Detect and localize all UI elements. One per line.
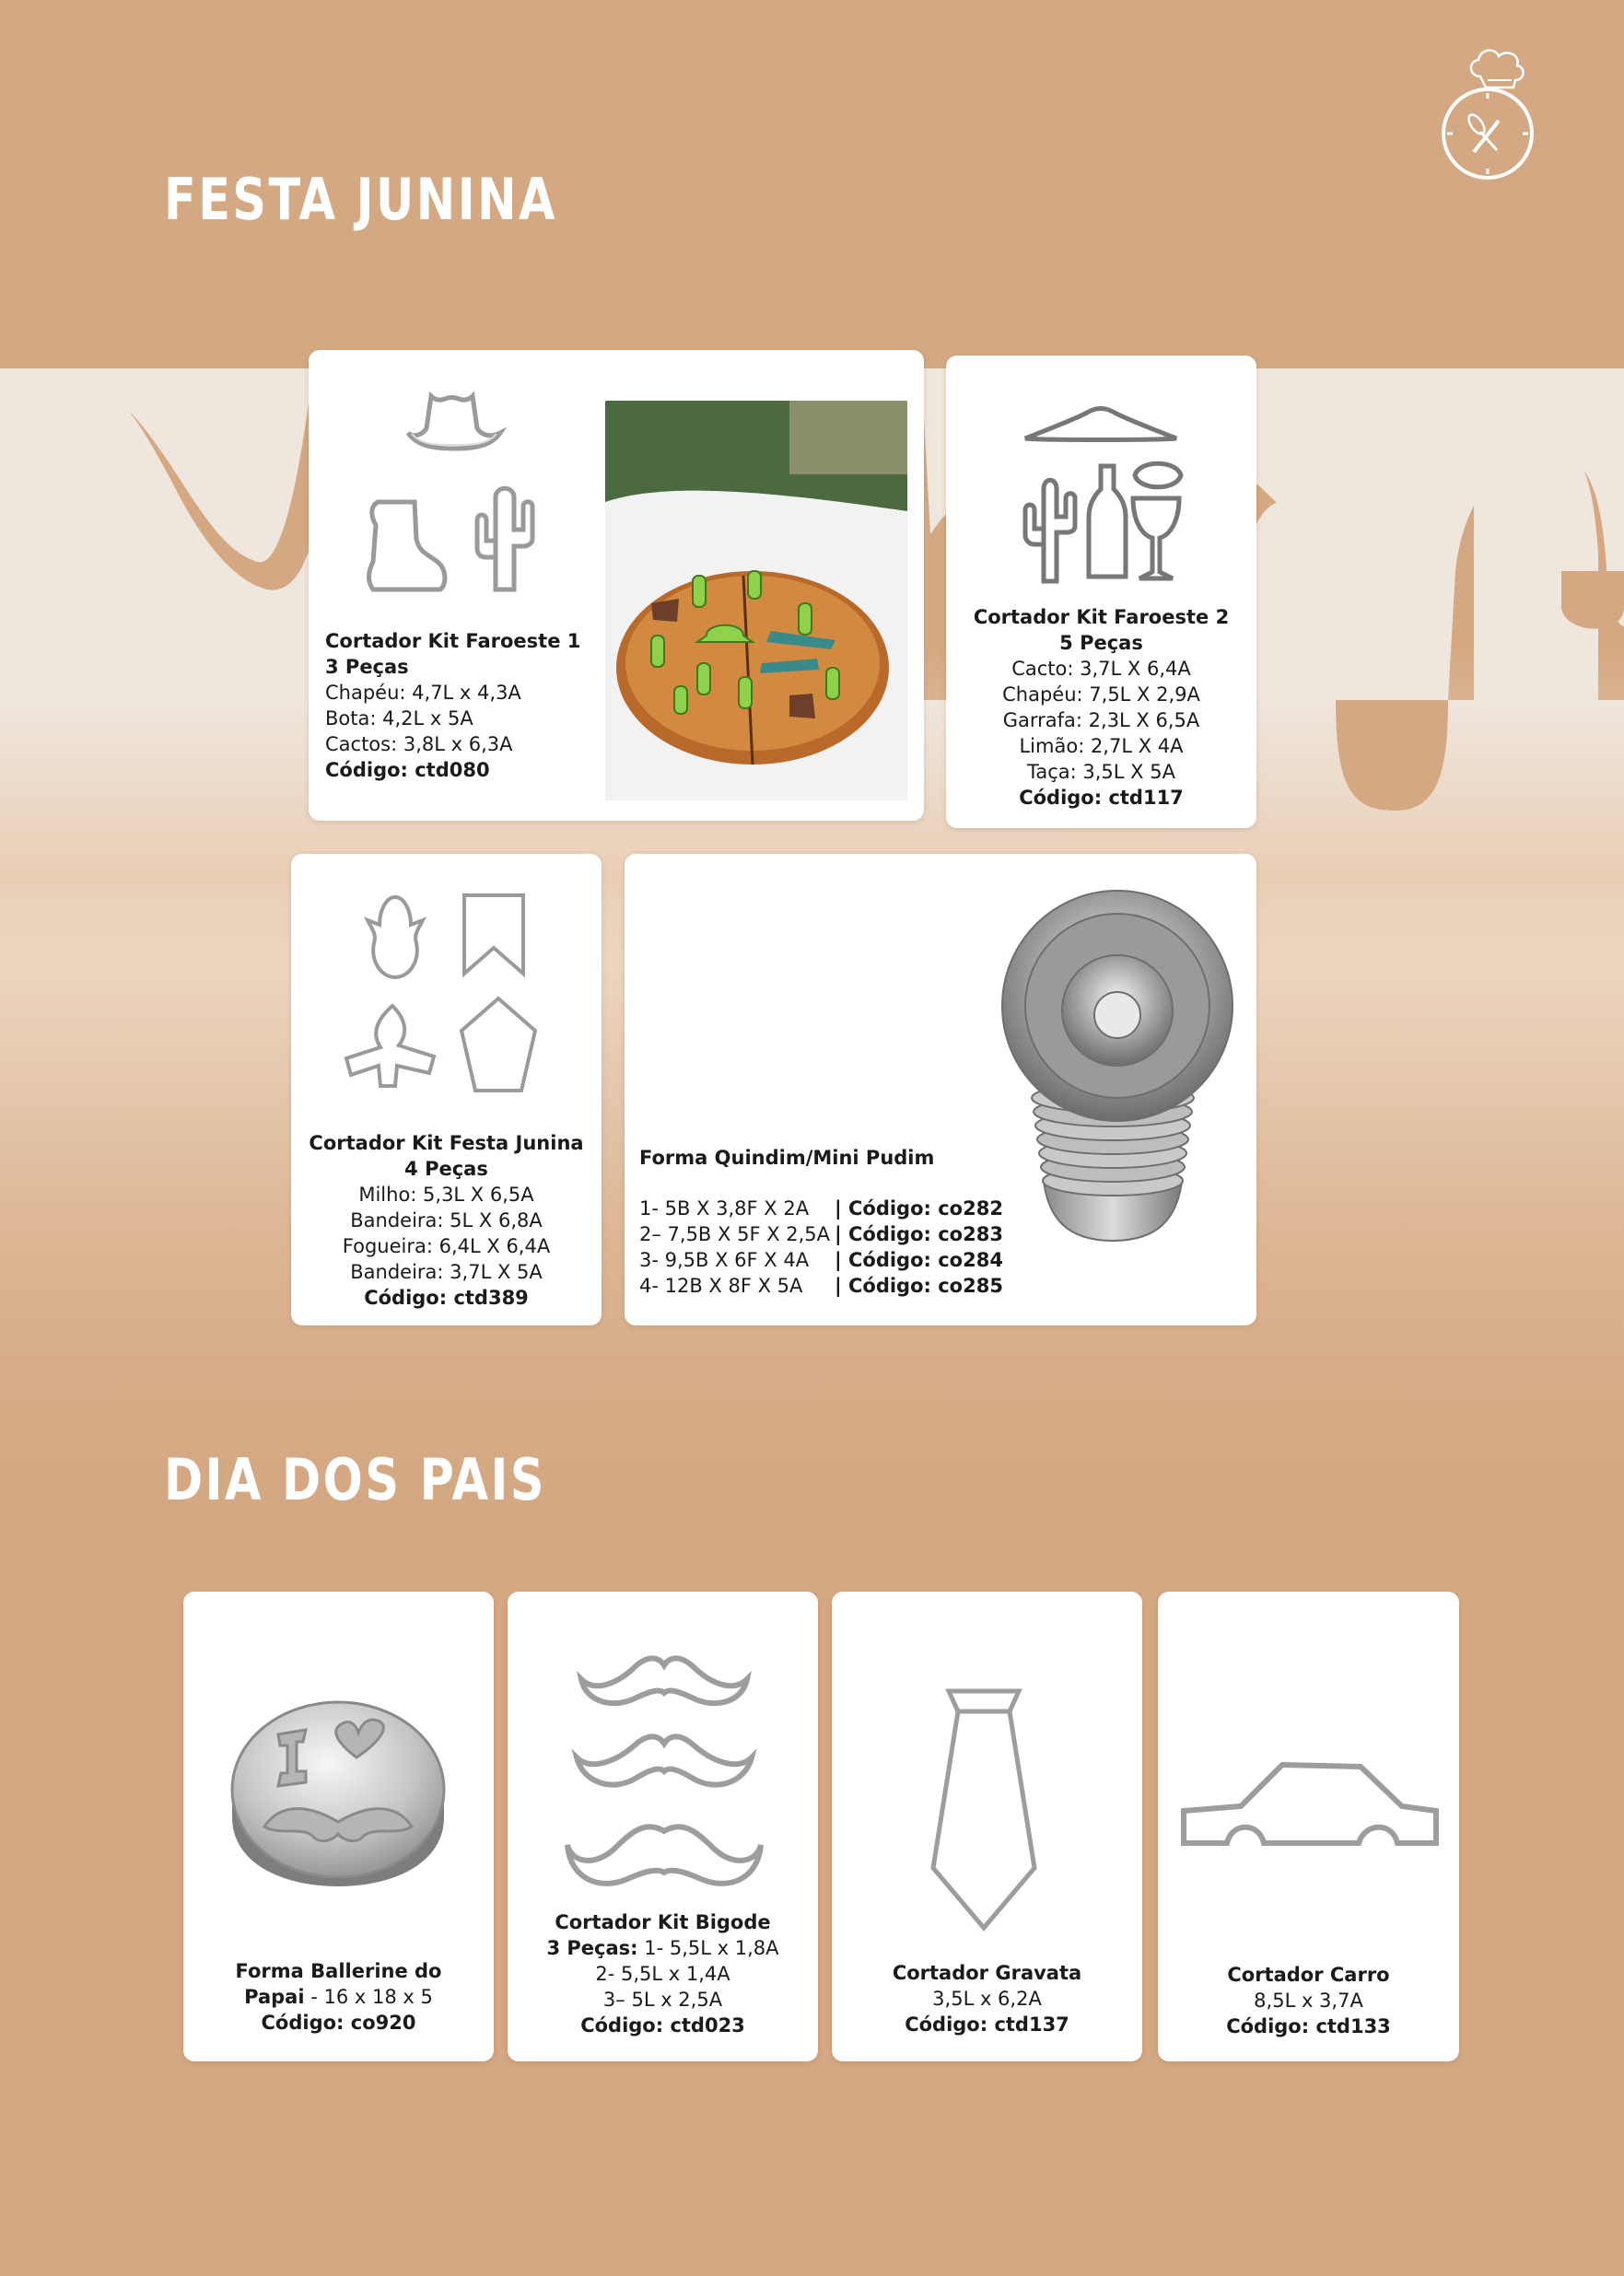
product-card-gravata[interactable] xyxy=(832,1592,1142,2061)
product-pieces: 3 Peças xyxy=(325,656,409,678)
hat-cutter-icon xyxy=(399,391,509,484)
product-name: Cortador Gravata xyxy=(892,1962,1082,1984)
lime-cutter-icon xyxy=(1130,452,1186,498)
product-code: Código: ctd117 xyxy=(1019,787,1184,809)
product-card-faroeste-2[interactable] xyxy=(946,356,1256,828)
product-code: Código: ctd133 xyxy=(1226,2015,1391,2037)
sombrero-cutter-icon xyxy=(1018,403,1184,449)
product-name: Cortador Carro xyxy=(1227,1964,1390,1986)
product-spec: 1- 5,5L x 1,8A xyxy=(637,1937,779,1959)
corn-cutter-icon xyxy=(354,893,437,985)
product-card-festa-junina-kit[interactable] xyxy=(291,854,602,1325)
product-info-festa-junina-kit xyxy=(291,1130,602,1311)
section-title-festa-junina: FESTA JUNINA xyxy=(164,166,557,233)
product-spec: Taça: 3,5L X 5A xyxy=(1027,761,1175,783)
product-spec: Garrafa: 2,3L X 6,5A xyxy=(1002,709,1200,731)
product-code: Código: ctd389 xyxy=(364,1287,529,1309)
product-name: Forma Quindim/Mini Pudim xyxy=(639,1147,935,1169)
wooden-board-with-cookies xyxy=(605,401,907,800)
product-spec: Bandeira: 5L X 6,8A xyxy=(350,1209,543,1231)
product-info-gravata xyxy=(832,1960,1142,2037)
cactus-cutter-icon xyxy=(1018,475,1082,586)
size-code: | Código: co282 xyxy=(835,1197,1003,1220)
product-card-carro[interactable] xyxy=(1158,1592,1459,2061)
ballerine-mold-image xyxy=(228,1698,449,1891)
mustache-cutters-image xyxy=(563,1638,765,1896)
product-name: Forma Ballerine do xyxy=(235,1960,442,1982)
size-code: | Código: co285 xyxy=(835,1275,1003,1297)
bottle-cutter-icon xyxy=(1084,461,1130,581)
product-name: Cortador Kit Faroeste 2 xyxy=(973,606,1230,628)
product-code: Código: ctd023 xyxy=(580,2014,745,2037)
flag-cutter-icon xyxy=(457,891,531,983)
product-card-bigode[interactable] xyxy=(508,1592,818,2061)
section-title-dia-dos-pais: DIA DOS PAIS xyxy=(164,1446,546,1513)
product-pieces-line xyxy=(508,1935,818,1961)
product-pieces: 5 Peças xyxy=(1059,632,1143,654)
product-spec: Bandeira: 3,7L X 5A xyxy=(350,1261,543,1283)
boot-cutter-icon xyxy=(359,497,451,599)
product-info-faroeste-1 xyxy=(325,628,580,783)
car-cutter-image xyxy=(1176,1756,1443,1875)
product-spec: Cacto: 3,7L X 6,4A xyxy=(1011,658,1191,680)
stacked-molds-image xyxy=(1002,886,1242,1273)
product-name: Cortador Kit Bigode xyxy=(555,1911,771,1933)
cookie-board-photo xyxy=(605,401,907,800)
product-spec: 2- 5,5L x 1,4A xyxy=(595,1963,730,1985)
product-size: 8,5L x 3,7A xyxy=(1254,1990,1363,2012)
pennant-cutter-icon xyxy=(457,994,540,1095)
cup-cutter-icon xyxy=(1128,494,1184,586)
product-spec: Milho: 5,3L X 6,5A xyxy=(358,1184,534,1206)
product-info-bigode xyxy=(508,1909,818,2038)
size-value: 1- 5B X 3,8F X 2A xyxy=(639,1197,810,1220)
product-pieces: 3 Peças: xyxy=(546,1937,638,1959)
product-spec: Fogueira: 6,4L X 6,4A xyxy=(342,1235,551,1257)
product-name-second-line: Papai xyxy=(244,1986,305,2008)
quindim-size-table xyxy=(639,1196,1003,1299)
product-size: 3,5L x 6,2A xyxy=(932,1988,1042,2010)
product-name: Cortador Kit Faroeste 1 xyxy=(325,630,581,652)
product-spec: Limão: 2,7L X 4A xyxy=(1019,735,1184,757)
size-value: 4- 12B X 8F X 5A xyxy=(639,1275,803,1297)
product-code: Código: co920 xyxy=(261,2012,416,2034)
size-code: | Código: co283 xyxy=(835,1223,1003,1245)
size-row xyxy=(639,1221,1003,1247)
cactus-cutter-icon xyxy=(463,484,546,594)
product-info-ballerine xyxy=(183,1958,494,2036)
size-value: 3- 9,5B X 6F X 4A xyxy=(639,1249,810,1271)
product-spec: 3– 5L x 2,5A xyxy=(602,1989,723,2011)
product-spec: Cactos: 3,8L x 6,3A xyxy=(325,733,513,755)
product-info-faroeste-2 xyxy=(946,604,1256,811)
product-size: - 16 x 18 x 5 xyxy=(304,1986,433,2008)
bonfire-cutter-icon xyxy=(342,1001,443,1093)
chef-clock-icon xyxy=(1432,32,1543,180)
product-card-quindim[interactable] xyxy=(625,854,1256,1325)
size-row xyxy=(639,1247,1003,1273)
product-pieces: 4 Peças xyxy=(404,1158,488,1180)
product-name: Cortador Kit Festa Junina xyxy=(309,1132,584,1154)
product-code: Código: ctd137 xyxy=(905,2013,1069,2036)
product-info-carro xyxy=(1158,1962,1459,2039)
product-name-size xyxy=(183,1984,494,2010)
product-spec: Chapéu: 7,5L X 2,9A xyxy=(1002,683,1200,706)
tie-cutter-image xyxy=(929,1684,1039,1932)
size-row xyxy=(639,1273,1003,1299)
product-spec: Bota: 4,2L x 5A xyxy=(325,707,473,729)
product-card-ballerine[interactable] xyxy=(183,1592,494,2061)
product-spec: Chapéu: 4,7L x 4,3A xyxy=(325,682,521,704)
size-code: | Código: co284 xyxy=(835,1249,1003,1271)
size-row xyxy=(639,1196,1003,1221)
product-card-faroeste-1[interactable] xyxy=(309,350,924,821)
size-value: 2– 7,5B X 5F X 2,5A xyxy=(639,1223,831,1245)
product-code: Código: ctd080 xyxy=(325,759,490,781)
